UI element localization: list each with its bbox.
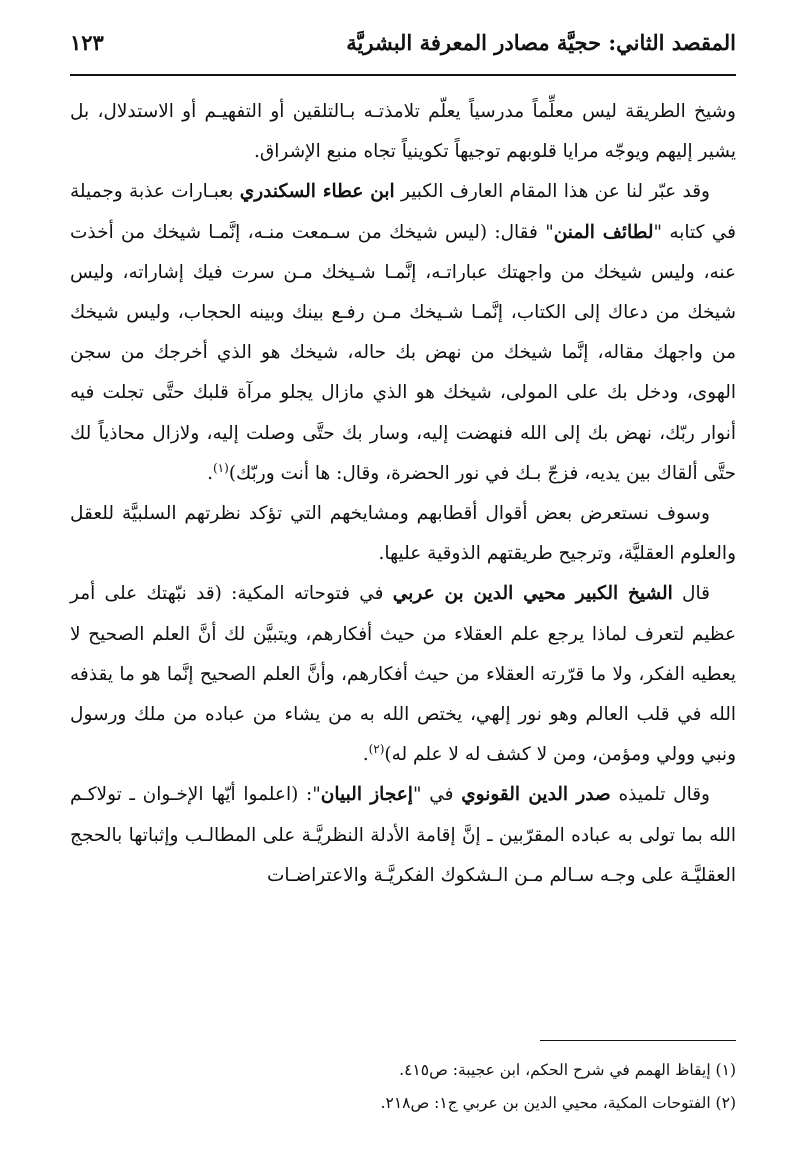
bold-name: إعجاز البيان (320, 784, 413, 806)
footnote: (١) إيقاظ الهمم في شرح الحكم، ابن عجيبة: ص٤١٥. (399, 1061, 736, 1079)
bold-name: ابن عطاء السكندري (239, 181, 395, 203)
bold-name: صدر الدين القونوي (461, 784, 611, 806)
footnote-ref: (٢) (368, 742, 385, 757)
footnotes (70, 1054, 736, 1120)
running-header (70, 30, 736, 55)
footnote-rule (540, 1040, 736, 1041)
bold-name: لطائف المنن (553, 221, 654, 243)
main-text (70, 92, 736, 896)
paragraph: وقال تلميذه صدر الدين القونوي في "إعجاز البيان": (اعلموا أيّها الإخـوان ـ تولاكـم الله بما تولى به عباده المقرّبين ـ إنَّ إقامة الأدلة النظريَّـة على المطالـب وإثباتها بالحجج العقليَّـة على وجـه سـالم مـن الـشكوك الفكريَّـة والاعتراضـات (70, 784, 736, 886)
header-rule (70, 74, 736, 76)
paragraph: وشيخ الطريقة ليس معلِّماً مدرسياً يعلّم تلامذتـه بـالتلقين أو التفهيـم أو الاستدلال، بل يشير إليهم ويوجّه مرايا قلوبهم توجيهاً تكوينياً تجاه منبع الإشراق. (70, 101, 736, 163)
footnote: (٢) الفتوحات المكية، محيي الدين بن عربي ج١: ص٢١٨. (380, 1094, 736, 1112)
bold-name: الشيخ الكبير محيي الدين بن عربي (392, 583, 673, 605)
page-number: ١٢٣ (70, 30, 104, 55)
paragraph: وسوف نستعرض بعض أقوال أقطابهم ومشايخهم التي تؤكد نظرتهم السلبيَّة للعقل والعلوم العقليَّة، وترجيح طريقتهم الذوقية عليها. (70, 503, 736, 565)
footnote-ref: (١) (212, 460, 229, 475)
paragraph: قال الشيخ الكبير محيي الدين بن عربي في فتوحاته المكية: (قد نبّهتك على أمر عظيم لتعرف لماذا يرجع علم العقلاء من حيث أفكارهم، ويتبيَّن لك أنَّ العلم الصحيح لا يعطيه الفكر، ولا ما قرّرته العقلاء من حيث أفكارهم، وأنَّ العلم الصحيح إنَّما هو ما يقذفه الله في قلب العالم وهو نور إلهي، يختص الله به من يشاء من عباده من ملك ورسول ونبي وولي ومؤمن، ومن لا كشف له لا علم له)$^{(٢)}$. (70, 583, 736, 766)
chapter-title: المقصد الثاني: حجيَّة مصادر المعرفة البشريَّة (346, 30, 736, 55)
paragraph: وقد عبّر لنا عن هذا المقام العارف الكبير ابن عطاء السكندري بعبـارات عذبة وجميلة في كتابه "لطائف المنن" فقال: (ليس شيخك من سـمعت منـه، إنَّمـا شيخك من أخذت عنه، وليس شيخك من واجهتك عباراتـه، إنَّمـا شـيخك مـن سرت فيك إشاراته، وليس شيخك من دعاك إلى الكتاب، إنَّمـا شـيخك مـن رفـع بينك وبينه الحجاب، وليس شيخك من واجهك مقاله، إنَّما شيخك من نهض بك حاله، شيخك هو الذي أخرجك من سجن الهوى، ودخل بك على المولى، شيخك هو الذي مازال يجلو مرآة قلبك حتَّى تجلت فيه أنوار ربّك، نهض بك إلى الله فنهضت إليه، وسار بك حتَّى وصلت إليه، ولازال محاذياً لك حتَّى ألقاك بين يديه، فزجّ بـك في نور الحضرة، وقال: ها أنت وربّك)$^{(١)}$. (70, 181, 736, 484)
